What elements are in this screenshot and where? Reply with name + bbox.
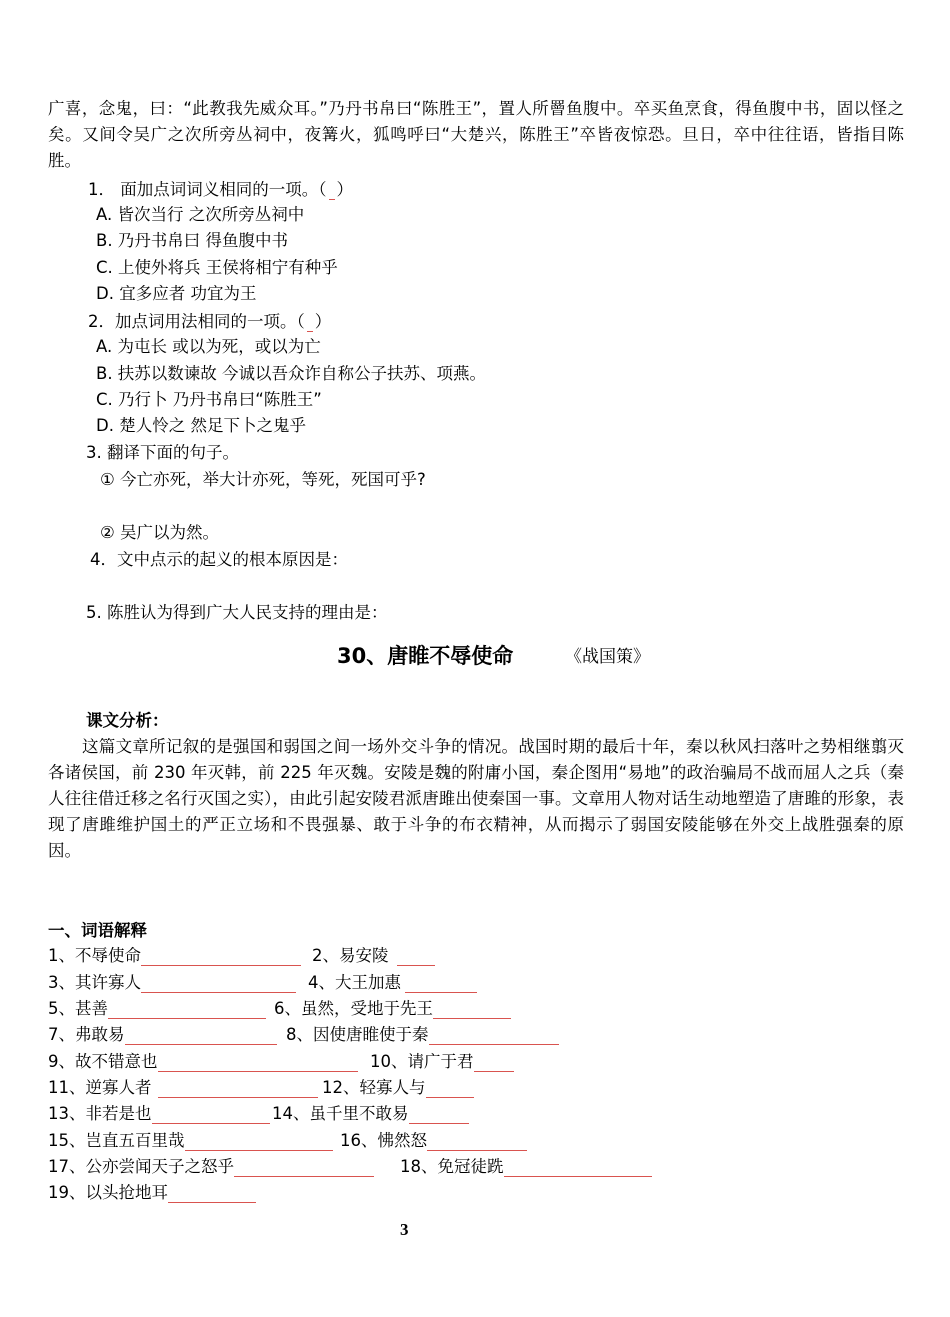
lesson-title: 30、唐睢不辱使命 [337, 644, 514, 668]
answer-blank[interactable] [405, 974, 477, 993]
question-3-sentence-2: ② 吴广以为然。 [100, 523, 220, 542]
vocab-heading: 一、词语解释 [48, 921, 147, 940]
analysis-heading: 课文分析： [86, 711, 169, 730]
answer-blank[interactable] [168, 1184, 256, 1203]
vocab-item: 18、免冠徒跣 [400, 1157, 652, 1177]
vocab-item: 17、公亦尝闻天子之怒乎 [48, 1157, 374, 1177]
question-1-stem [88, 180, 353, 200]
vocab-item: 7、弗敢易 [48, 1025, 277, 1045]
question-5-stem: 5. 陈胜认为得到广大人民支持的理由是： [86, 603, 388, 622]
question-2-stem [88, 312, 331, 332]
answer-blank[interactable] [329, 185, 335, 200]
question-1-close: ） [336, 180, 353, 199]
answer-blank[interactable] [433, 1000, 511, 1019]
vocab-item: 2、易安陵 [312, 946, 435, 966]
answer-blank[interactable] [141, 947, 301, 966]
question-1-option-a: A. 皆次当行 之次所旁丛祠中 [96, 205, 305, 224]
vocab-item: 14、虽千里不敢易 [272, 1104, 469, 1124]
answer-blank[interactable] [427, 1132, 527, 1151]
vocab-item: 6、虽然，受地于先王 [274, 999, 511, 1019]
vocab-item: 12、轻寡人与 [322, 1078, 474, 1098]
question-1-option-d: D. 宜多应者 功宜为王 [96, 284, 257, 303]
vocab-item: 10、请广于君 [370, 1052, 514, 1072]
page-number: 3 [400, 1220, 409, 1239]
vocab-item: 19、以头抢地耳 [48, 1183, 256, 1203]
passage-text: 广喜，念鬼，曰：“此教我先威众耳。”乃丹书帛曰“陈胜王”，置人所罾鱼腹中。卒买鱼烹食，得鱼腹中书，固以怪之矣。又间令吴广之次所旁丛祠中，夜篝火，狐鸣呼曰“大楚兴，陈胜王”卒皆夜惊恐。旦日，卒中往往语，皆指目陈胜。 [48, 99, 904, 170]
answer-blank[interactable] [426, 1079, 474, 1098]
answer-blank[interactable] [397, 947, 435, 966]
question-2-text: 2．加点词用法相同的一项。（ [88, 312, 305, 331]
answer-blank[interactable] [185, 1132, 333, 1151]
question-2-option-d: D. 楚人怜之 然足下卜之鬼乎 [96, 416, 306, 435]
question-4-stem: 4．文中点示的起义的根本原因是： [90, 550, 348, 569]
vocab-item: 13、非若是也 [48, 1104, 270, 1124]
vocab-item: 5、甚善 [48, 999, 266, 1019]
vocab-item: 15、岂直五百里哉 [48, 1131, 333, 1151]
vocab-item: 1、不辱使命 [48, 946, 301, 966]
vocab-item: 8、因使唐睢使于秦 [286, 1025, 559, 1045]
answer-blank[interactable] [307, 317, 313, 332]
question-1-text: 1． 面加点词词义相同的一项。（ [88, 180, 327, 199]
lesson-source: 《战国策》 [565, 647, 650, 667]
answer-blank[interactable] [504, 1158, 652, 1177]
answer-blank[interactable] [234, 1158, 374, 1177]
question-3-sentence-1: ① 今亡亦死，举大计亦死，等死，死国可乎? [100, 470, 426, 489]
answer-blank[interactable] [152, 1105, 270, 1124]
vocab-item: 4、大王加惠 [308, 973, 477, 993]
answer-blank[interactable] [409, 1105, 469, 1124]
question-2-option-a: A. 为屯长 或以为死，或以为亡 [96, 337, 321, 356]
question-2-close: ） [314, 312, 332, 331]
question-2-option-c: C. 乃行卜 乃丹书帛曰“陈胜王” [96, 390, 322, 409]
question-2-option-b: B. 扶苏以数谏故 今诚以吾众诈自称公子扶苏、项燕。 [96, 364, 487, 383]
analysis-text: 这篇文章所记叙的是强国和弱国之间一场外交斗争的情况。战国时期的最后十年，秦以秋风扫落叶之势相继翦灭各诸侯国，前 230 年灭韩，前 225 年灭魏。安陵是魏的附庸小国，秦企图用“易地”的政治骗局不战而屈人之兵（秦人往往借迁移之名行灭国之实），由此引起安陵君派唐雎出使秦国一事。文章用人物对话生动地塑造了唐雎的形象，表现了唐雎维护国土的严正立场和不畏强暴、敢于斗争的布衣精神，从而揭示了弱国安陵能够在外交上战胜强秦的原因。 [48, 737, 904, 860]
answer-blank[interactable] [474, 1053, 514, 1072]
question-1-option-b: B. 乃丹书帛曰 得鱼腹中书 [96, 231, 289, 250]
vocab-item: 3、其许寡人 [48, 973, 296, 993]
vocab-item: 11、逆寡人者 [48, 1078, 318, 1098]
answer-blank[interactable] [125, 1026, 277, 1045]
answer-blank[interactable] [158, 1079, 318, 1098]
answer-blank[interactable] [429, 1026, 559, 1045]
answer-blank[interactable] [141, 974, 296, 993]
answer-blank[interactable] [158, 1053, 358, 1072]
question-1-option-c: C. 上使外将兵 王侯将相宁有种乎 [96, 258, 338, 277]
vocab-item: 16、怫然怒 [340, 1131, 527, 1151]
question-3-stem: 3. 翻译下面的句子。 [86, 443, 239, 462]
answer-blank[interactable] [108, 1000, 266, 1019]
vocab-item: 9、故不错意也 [48, 1052, 358, 1072]
